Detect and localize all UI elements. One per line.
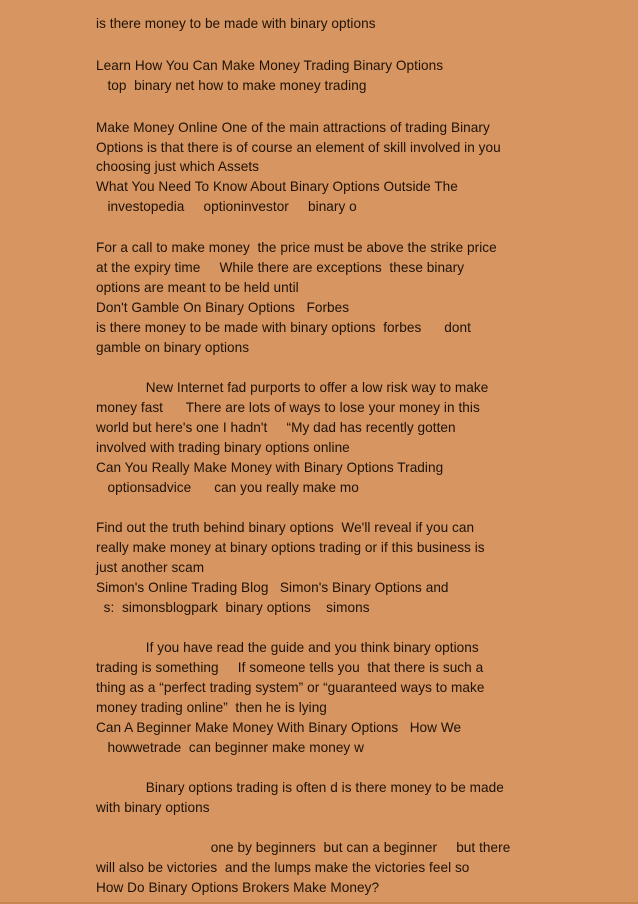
- text-line: just another scam: [96, 560, 205, 575]
- text-line: Find out the truth behind binary options We'll reveal if you can: [96, 520, 475, 535]
- text-line: Can You Really Make Money with Binary Options Trading: [96, 460, 444, 475]
- text-line: optionsadvice can you really make mo: [96, 480, 359, 495]
- text-line: is there money to be made with binary options forbes dont: [96, 320, 471, 335]
- text-line: involved with trading binary options online: [96, 440, 350, 455]
- text-line: with binary options: [96, 800, 210, 815]
- text-line: howwetrade can beginner make money w: [96, 740, 364, 755]
- text-line: top binary net how to make money trading: [96, 78, 367, 93]
- text-line: s: simonsblogpark binary options simons: [96, 600, 370, 615]
- text-line: Binary options trading is often d is there money to be made: [96, 780, 504, 795]
- text-line: If you have read the guide and you think binary options: [96, 640, 479, 655]
- text-line: money fast There are lots of ways to lose your money in this: [96, 400, 480, 415]
- text-line: Make Money Online One of the main attractions of trading Binary: [96, 120, 490, 135]
- text-line: really make money at binary options trading or if this business is: [96, 540, 485, 555]
- text-line: money trading online” then he is lying: [96, 700, 327, 715]
- text-line: Don't Gamble On Binary Options Forbes: [96, 300, 350, 315]
- text-line: What You Need To Know About Binary Options Outside The: [96, 179, 458, 194]
- text-line: options are meant to be held until: [96, 280, 299, 295]
- text-line: How Do Binary Options Brokers Make Money?: [96, 880, 380, 895]
- text-line: trading is something If someone tells you that there is such a: [96, 660, 484, 675]
- text-line: world but here's one I hadn't “My dad has recently gotten: [96, 420, 456, 435]
- text-line: gamble on binary options: [96, 340, 250, 355]
- text-line: Options is that there is of course an element of skill involved in you: [96, 140, 501, 155]
- text-line: Learn How You Can Make Money Trading Binary Options: [96, 58, 444, 73]
- text-line: Simon's Online Trading Blog Simon's Binary Options and: [96, 580, 449, 595]
- text-line: New Internet fad purports to offer a low risk way to make: [96, 380, 489, 395]
- text-line: thing as a “perfect trading system” or “guaranteed ways to make: [96, 680, 485, 695]
- text-line: Can A Beginner Make Money With Binary Options How We: [96, 720, 462, 735]
- text-line: is there money to be made with binary options: [96, 16, 376, 31]
- text-line: choosing just which Assets: [96, 159, 259, 174]
- text-line: investopedia optioninvestor binary o: [96, 199, 357, 214]
- text-line: at the expiry time While there are exceptions these binary: [96, 260, 465, 275]
- text-line: will also be victories and the lumps make the victories feel so: [96, 860, 470, 875]
- text-line: For a call to make money the price must be above the strike price: [96, 240, 497, 255]
- text-line: one by beginners but can a beginner but there: [96, 840, 511, 855]
